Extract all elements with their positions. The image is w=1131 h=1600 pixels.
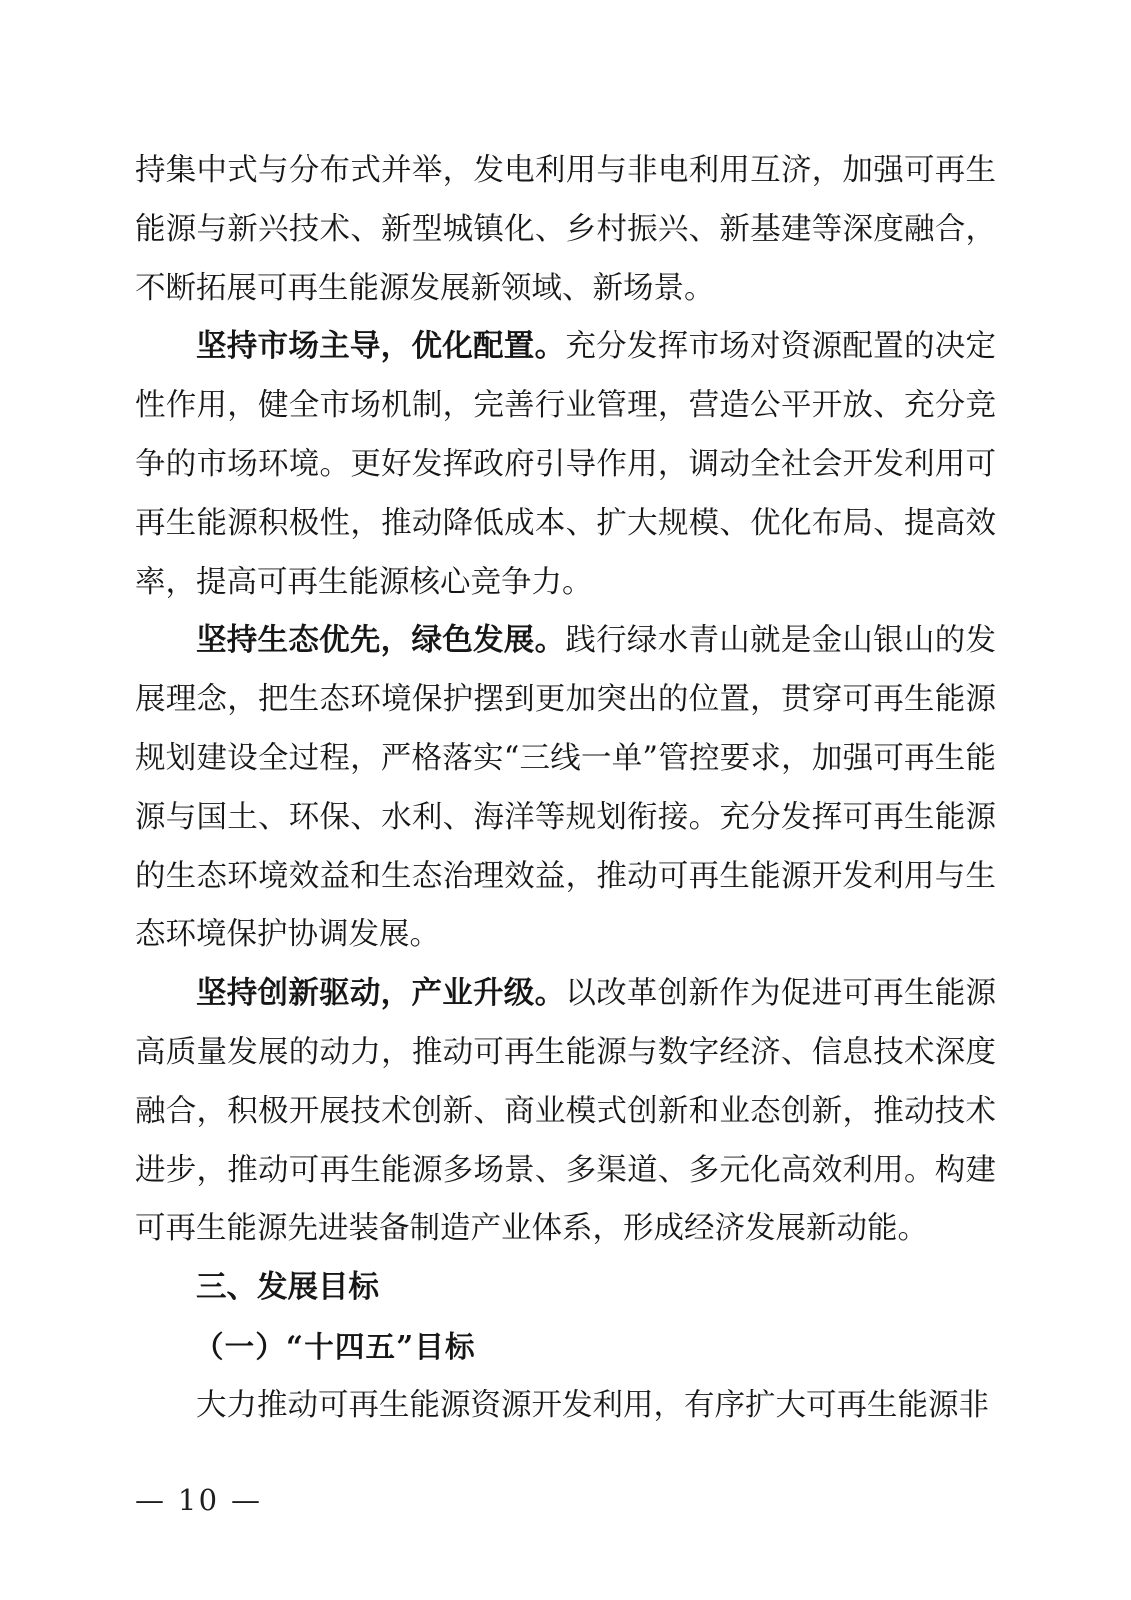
subsection-heading: （一）“十四五”目标 (194, 1328, 476, 1364)
paragraph-bold-lead: 坚持生态优先，绿色发展。 (196, 623, 566, 659)
paragraph-market (135, 318, 996, 612)
paragraph-bold-lead: 坚持市场主导，优化配置。 (196, 329, 566, 365)
paragraph-text: 大力推动可再生能源资源开发利用，有序扩大可再生能源非 (196, 1387, 989, 1423)
document-body (135, 142, 996, 1436)
paragraph-text: 践行绿水青山就是金山银山的发展理念，把生态环境保护摆到更加突出的位置，贯穿可再生能源规划建设全过程，严格落实“三线一单”管控要求，加强可再生能源与国土、环保、水利、海洋等规划衔接。充分发挥可再生能源的生态环境效益和生态治理效益，推动可再生能源开发利用与生态环境保护协调发展。 (135, 623, 996, 953)
section-heading: 三、发展目标 (196, 1270, 379, 1306)
paragraph-opening (135, 1377, 996, 1436)
paragraph-text: 充分发挥市场对资源配置的决定性作用，健全市场机制，完善行业管理，营造公平开放、充分竞争的市场环境。更好发挥政府引导作用，调动全社会开发利用可再生能源积极性，推动降低成本、扩大规模、优化布局、提高效率，提高可再生能源核心竞争力。 (135, 329, 996, 600)
page-number: — 10 — (135, 1483, 263, 1517)
paragraph-innovation (135, 965, 996, 1259)
paragraph-text: 持集中式与分布式并举，发电利用与非电利用互济，加强可再生能源与新兴技术、新型城镇化、乡村振兴、新基建等深度融合，不断拓展可再生能源发展新领域、新场景。 (135, 153, 996, 306)
paragraph-ecology (135, 612, 996, 965)
paragraph-text: 以改革创新作为促进可再生能源高质量发展的动力，推动可再生能源与数字经济、信息技术深度融合，积极开展技术创新、商业模式创新和业态创新，推动技术进步，推动可再生能源多场景、多渠道、多元化高效利用。构建可再生能源先进装备制造产业体系，形成经济发展新动能。 (135, 976, 996, 1247)
paragraph-continuation (135, 142, 996, 318)
page-footer (135, 1483, 262, 1517)
paragraph-bold-lead: 坚持创新驱动，产业升级。 (196, 976, 566, 1012)
